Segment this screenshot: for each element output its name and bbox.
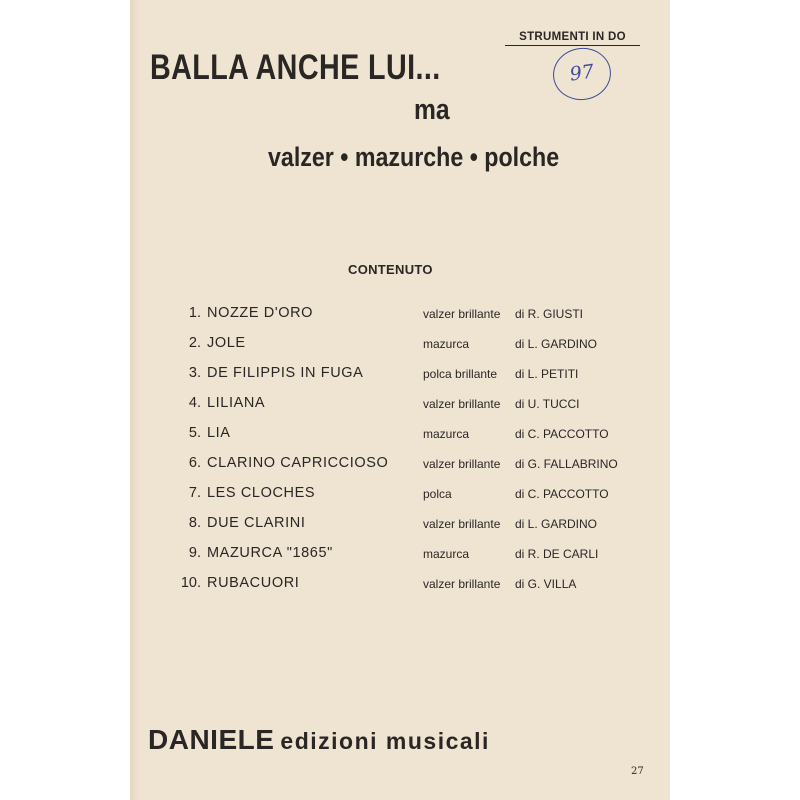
item-author: di U. TUCCI bbox=[515, 397, 580, 411]
contents-row bbox=[130, 335, 670, 355]
item-number: 3. bbox=[188, 365, 201, 381]
item-number: 9. bbox=[188, 545, 201, 561]
item-author: di L. PETITI bbox=[515, 367, 579, 381]
item-title: LIA bbox=[207, 425, 231, 441]
item-dance-type: mazurca bbox=[423, 337, 470, 351]
item-number: 5. bbox=[188, 425, 201, 441]
contents-row bbox=[130, 425, 670, 445]
item-author: di G. FALLABRINO bbox=[515, 457, 618, 471]
publisher-subtitle: edizioni musicali bbox=[280, 728, 490, 754]
instruments-label: STRUMENTI IN DO bbox=[505, 31, 640, 46]
item-dance-type: valzer brillante bbox=[423, 307, 501, 321]
item-number: 8. bbox=[188, 515, 201, 531]
item-title: DUE CLARINI bbox=[207, 515, 306, 531]
item-author: di C. PACCOTTO bbox=[515, 487, 609, 501]
item-author: di R. GIUSTI bbox=[515, 307, 584, 321]
item-author: di L. GARDINO bbox=[515, 337, 598, 351]
item-dance-type: valzer brillante bbox=[423, 397, 501, 411]
item-title: MAZURCA "1865" bbox=[207, 545, 333, 561]
item-dance-type: mazurca bbox=[423, 427, 470, 441]
item-author: di G. VILLA bbox=[515, 577, 577, 591]
item-title: NOZZE D'ORO bbox=[207, 305, 314, 321]
contents-row bbox=[130, 455, 670, 475]
contents-row bbox=[130, 515, 670, 535]
title-line-1: BALLA ANCHE LUI... bbox=[150, 48, 441, 87]
item-title: DE FILIPPIS IN FUGA bbox=[207, 365, 364, 381]
title-line-3: valzer • mazurche • polche bbox=[268, 142, 560, 172]
item-title: LES CLOCHES bbox=[207, 485, 316, 501]
item-title: LILIANA bbox=[207, 395, 266, 411]
contents-row bbox=[130, 485, 670, 505]
item-author: di C. PACCOTTO bbox=[515, 427, 609, 441]
item-number: 4. bbox=[188, 395, 201, 411]
item-dance-type: valzer brillante bbox=[423, 457, 501, 471]
item-dance-type: valzer brillante bbox=[423, 577, 501, 591]
contents-heading: CONTENUTO bbox=[348, 262, 433, 277]
item-number: 10. bbox=[180, 575, 201, 591]
contents-row bbox=[130, 395, 670, 415]
page-number: 27 bbox=[631, 766, 644, 777]
item-number: 1. bbox=[188, 305, 201, 321]
contents-row bbox=[130, 575, 670, 595]
contents-row bbox=[130, 305, 670, 325]
item-number: 6. bbox=[188, 455, 201, 471]
title-line-2: ma bbox=[414, 94, 450, 126]
item-number: 2. bbox=[188, 335, 201, 351]
contents-row bbox=[130, 545, 670, 565]
handwritten-circled-number: 97 bbox=[550, 44, 615, 104]
item-author: di L. GARDINO bbox=[515, 517, 598, 531]
contents-row bbox=[130, 365, 670, 385]
publisher-line bbox=[148, 724, 490, 756]
item-title: RUBACUORI bbox=[207, 575, 300, 591]
score-cover-page bbox=[130, 0, 670, 800]
item-title: JOLE bbox=[207, 335, 246, 351]
item-dance-type: polca brillante bbox=[423, 367, 498, 381]
item-dance-type: polca bbox=[423, 487, 452, 501]
item-dance-type: mazurca bbox=[423, 547, 470, 561]
item-title: CLARINO CAPRICCIOSO bbox=[207, 455, 389, 471]
publisher-name: DANIELE bbox=[148, 724, 275, 755]
item-dance-type: valzer brillante bbox=[423, 517, 501, 531]
item-author: di R. DE CARLI bbox=[515, 547, 599, 561]
item-number: 7. bbox=[188, 485, 201, 501]
